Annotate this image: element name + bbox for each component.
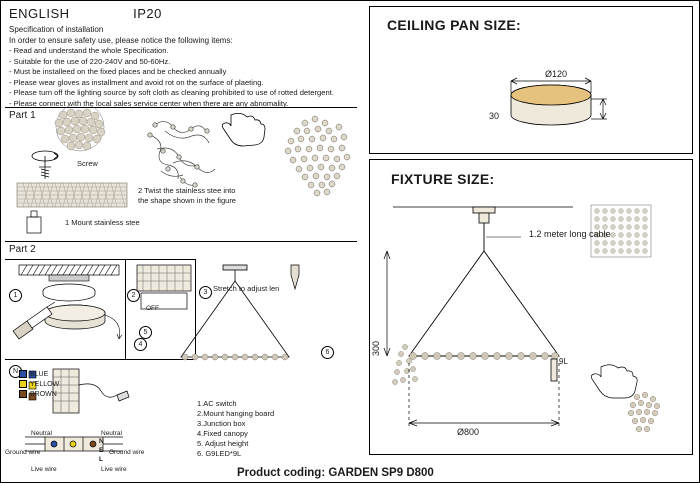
left-column [1,1,361,484]
fixture-width-label: Ø800 [457,427,480,437]
marker-1: 1 [9,289,22,302]
ceiling-pan-title: CEILING PAN SIZE: [387,17,521,33]
ceiling-pan-height: 30 [489,111,500,121]
legend-label: YELLOW [30,381,60,388]
right-column [361,1,700,484]
terminal-right-live: Live wire [101,466,127,473]
stretch-caption: Stretch to adjust len [213,284,280,293]
terminal-left-live: Live wire [31,466,57,473]
parts-list [197,399,274,459]
parts-list-item: 2.Mount hanging board [197,409,275,418]
spec-item: - Suitable for the use of 220-240V and 50-60Hz. [9,56,171,66]
step2-caption-line2: the shape shown in the figure [138,196,236,205]
step2-caption-line1: 2 Twist the stainless stee into [138,186,236,195]
fixture-lamp-count: 9L [559,357,568,366]
marker-5: 5 [139,326,152,339]
terminal-e-label: E [99,447,104,454]
spec-item: - Please connect with the local sales service center when there are any abnomality. [9,98,289,108]
spec-item: - Please turn off the lighting source by soft cloth as cleaning prohibited to use of rotted detergent. [9,88,334,97]
blue-swatch-icon [19,370,27,378]
terminal-right-neutral: Neutral [101,430,122,437]
fixture-height-label: 300 [371,340,381,356]
legend-label: BROWN [30,391,57,398]
parts-list-item: 3.Junction box [197,419,246,428]
ip-rating-label: IP20 [133,6,162,21]
marker-4: 4 [134,338,147,351]
brown-swatch-icon [19,390,27,398]
step1-caption: 1 Mount stainless stee [65,218,140,227]
part1-illustration [5,105,357,240]
terminal-right-ground: Ground wire [109,449,145,456]
terminal-l-label: L [99,456,103,463]
parts-list-item: 6. G9LED*9L [197,449,242,458]
legend-label: BLUE [30,371,49,378]
marker-6: 6 [321,346,334,359]
divider-part2 [5,241,357,242]
ceiling-pan-diameter: Ø120 [545,69,568,79]
spec-item: - Must be installeed on the fixed places and be checked annually [9,67,227,76]
spec-item: - Please wear gloves as installment and avoid rot on the surface of plaeting. [9,77,264,87]
marker-wire-n: N [9,365,22,378]
marker-3: 3 [199,286,212,299]
header-row [9,6,349,21]
part1-label: Part 1 [9,110,36,121]
terminal-n-label: N [99,438,104,445]
ceiling-pan-drawing [481,59,661,145]
switch-off-label: OFF [146,305,159,312]
legend-item-blue [19,370,59,380]
spec-title: Specification of installation [9,25,104,34]
terminal-left-neutral: Neutral [31,430,52,437]
parts-list-item: 1.AC switch [197,399,237,408]
language-label: ENGLISH [9,6,70,21]
spec-list [9,46,359,109]
parts-list-item: 5. Adjust height [197,439,249,448]
fixture-title: FIXTURE SIZE: [391,171,495,187]
terminal-left-ground: Ground wire [5,449,41,456]
fixture-cable-label: 1.2 meter long cable [529,229,611,239]
yellow-swatch-icon [19,380,27,388]
parts-list-item: 4.Fixed canopy [197,429,248,438]
screw-label: Screw [77,159,98,168]
legend-item-brown [19,390,59,400]
wire-legend [19,370,59,400]
part2-label: Part 2 [9,244,36,255]
product-coding: Product coding: GARDEN SP9 D800 [237,467,434,479]
spec-lead: In order to ensure safety use, please notice the following items: [9,36,233,45]
spec-item: - Read and understand the whole Specification. [9,46,169,55]
marker-2: 2 [127,289,140,302]
legend-item-yellow [19,380,59,390]
